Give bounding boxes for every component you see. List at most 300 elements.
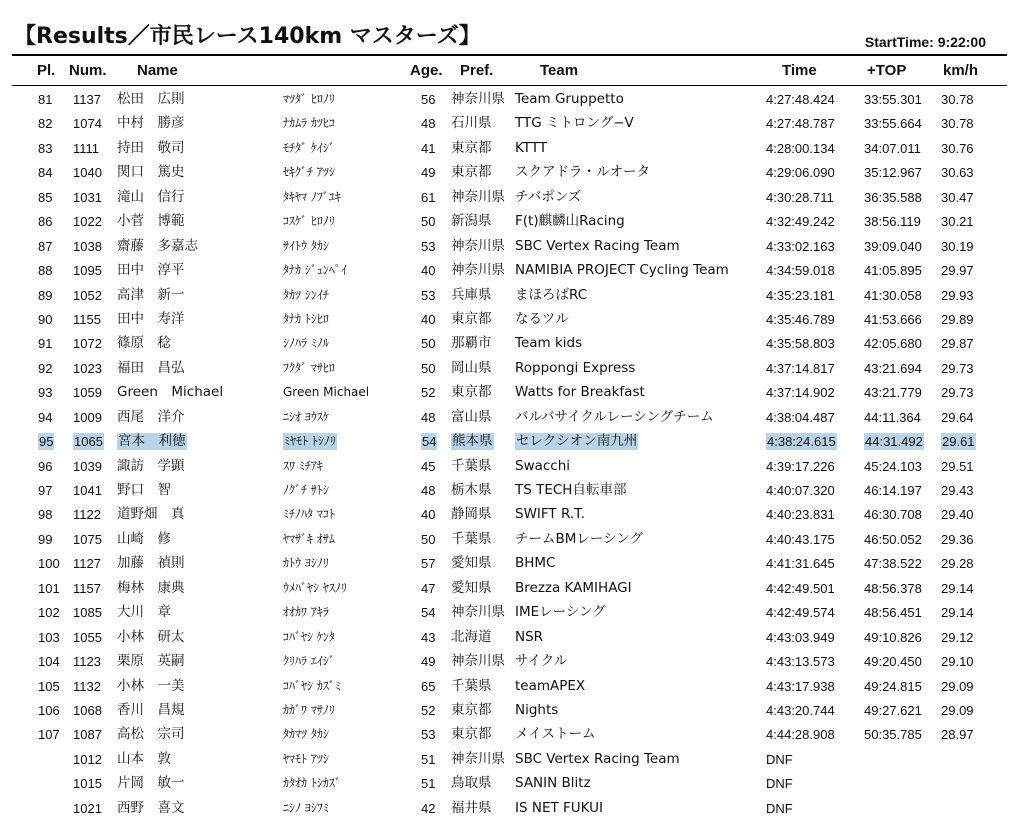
table-row bbox=[0, 380, 1024, 404]
cell-team: なるツル bbox=[515, 310, 569, 327]
cell-time: 4:43:13.573 bbox=[766, 654, 835, 670]
cell-age: 50 bbox=[421, 360, 436, 376]
cell-name: 田中 淳平 bbox=[117, 262, 185, 279]
results-table bbox=[0, 87, 1024, 820]
cell-time: 4:33:02.163 bbox=[766, 238, 835, 254]
cell-number: 1072 bbox=[73, 336, 102, 352]
cell-number: 1038 bbox=[73, 238, 102, 254]
cell-time: 4:29:06.090 bbox=[766, 165, 835, 181]
header-speed: km/h bbox=[943, 62, 979, 79]
cell-prefecture: 東京都 bbox=[451, 310, 492, 327]
cell-prefecture: 静岡県 bbox=[451, 506, 492, 523]
table-row bbox=[0, 87, 1024, 111]
cell-age: 53 bbox=[421, 287, 436, 303]
table-row bbox=[0, 405, 1024, 429]
cell-number: 1012 bbox=[73, 751, 102, 767]
cell-place: 98 bbox=[38, 507, 53, 523]
cell-speed: 29.40 bbox=[941, 507, 974, 523]
cell-name: 道野畑 真 bbox=[117, 506, 185, 523]
cell-age: 52 bbox=[421, 702, 436, 718]
cell-name-kana: ｳﾒﾊﾞﾔｼ ﾔｽﾉﾘ bbox=[283, 580, 347, 595]
cell-speed: 30.47 bbox=[941, 189, 974, 205]
cell-team: IS NET FUKUI bbox=[515, 799, 604, 816]
cell-time: 4:38:04.487 bbox=[766, 409, 835, 425]
cell-gap-to-top: 49:27.621 bbox=[864, 702, 922, 718]
header-team: Team bbox=[540, 62, 579, 79]
cell-place: 88 bbox=[38, 263, 53, 279]
cell-team: セレクシオン南九州 bbox=[516, 433, 638, 450]
cell-age: 49 bbox=[421, 654, 436, 670]
cell-number: 1023 bbox=[73, 360, 102, 376]
table-row-highlighted bbox=[0, 429, 1024, 453]
cell-age: 52 bbox=[421, 385, 436, 401]
cell-name: 香川 昌規 bbox=[117, 701, 185, 718]
cell-age: 61 bbox=[421, 189, 436, 205]
table-row bbox=[0, 307, 1024, 331]
cell-number: 1095 bbox=[73, 263, 102, 279]
cell-number: 1132 bbox=[73, 678, 101, 694]
cell-place: 83 bbox=[38, 140, 53, 156]
cell-speed: 30.21 bbox=[941, 214, 974, 230]
cell-gap-to-top: 42:05.680 bbox=[864, 336, 922, 352]
cell-place: 103 bbox=[38, 629, 60, 645]
cell-prefecture: 東京都 bbox=[451, 726, 492, 743]
cell-speed: 29.64 bbox=[941, 409, 974, 425]
cell-name: 小林 研太 bbox=[117, 628, 185, 645]
table-row bbox=[0, 283, 1024, 307]
cell-time: 4:35:23.181 bbox=[766, 287, 835, 303]
cell-number: 1059 bbox=[73, 385, 102, 401]
cell-number: 1015 bbox=[73, 776, 102, 792]
cell-gap-to-top: 41:05.895 bbox=[864, 263, 922, 279]
cell-time: 4:43:17.938 bbox=[766, 678, 835, 694]
cell-age: 48 bbox=[421, 116, 436, 132]
cell-speed: 29.12 bbox=[941, 629, 974, 645]
cell-age: 57 bbox=[421, 556, 436, 572]
cell-name: 小林 一美 bbox=[117, 677, 185, 694]
cell-speed: 29.09 bbox=[941, 678, 974, 694]
cell-team: まほろばRC bbox=[515, 286, 588, 303]
cell-age: 53 bbox=[421, 727, 436, 743]
table-row bbox=[0, 747, 1024, 771]
cell-time: 4:41:31.645 bbox=[766, 556, 835, 572]
cell-speed: 29.93 bbox=[941, 287, 974, 303]
header-age: Age. bbox=[410, 62, 443, 79]
cell-name-kana: ｾｷｸﾞﾁ ｱﾂｼ bbox=[283, 165, 335, 180]
table-row bbox=[0, 209, 1024, 233]
cell-number: 1122 bbox=[73, 507, 101, 523]
cell-name-kana: ﾀﾅｶ ﾄｼﾋﾛ bbox=[283, 311, 329, 326]
cell-name: 滝山 信行 bbox=[117, 188, 185, 205]
cell-speed: 30.78 bbox=[941, 92, 974, 107]
cell-gap-to-top: 39:09.040 bbox=[864, 238, 922, 254]
cell-age: 41 bbox=[421, 140, 436, 156]
cell-name-kana: ﾀｷﾔﾏ ﾉﾌﾞﾕｷ bbox=[283, 189, 341, 204]
cell-age: 40 bbox=[421, 263, 436, 279]
header-gap-to-top: +TOP bbox=[867, 62, 907, 79]
cell-gap-to-top: 44:31.492 bbox=[865, 434, 923, 450]
cell-team: サイクル bbox=[515, 653, 568, 670]
cell-gap-to-top: 46:14.197 bbox=[864, 483, 922, 498]
cell-number: 1052 bbox=[73, 287, 102, 303]
cell-team: Watts for Breakfast bbox=[515, 384, 645, 401]
cell-time: 4:42:49.574 bbox=[766, 605, 835, 621]
cell-prefecture: 神奈川県 bbox=[451, 750, 505, 767]
cell-name: 野口 智 bbox=[117, 482, 171, 498]
table-row bbox=[0, 796, 1024, 820]
cell-number: 1123 bbox=[73, 654, 101, 670]
cell-name: 関口 篤史 bbox=[117, 164, 185, 181]
cell-age: 51 bbox=[421, 776, 436, 792]
cell-team: SANIN Blitz bbox=[515, 775, 591, 792]
cell-name: 栗原 英嗣 bbox=[117, 653, 185, 670]
table-row bbox=[0, 478, 1024, 502]
cell-age: 49 bbox=[421, 165, 436, 181]
cell-age: 53 bbox=[421, 238, 436, 254]
cell-name: 大川 章 bbox=[117, 604, 171, 621]
cell-name-kana: ｺﾊﾞﾔｼ ｶｽﾞﾐ bbox=[283, 678, 341, 693]
cell-gap-to-top: 48:56.451 bbox=[864, 605, 922, 621]
cell-name: 山崎 修 bbox=[117, 530, 171, 547]
cell-place: 89 bbox=[38, 287, 53, 303]
cell-team: Team kids bbox=[515, 335, 583, 352]
cell-name-kana: ﾅｶﾑﾗ ｶﾂﾋｺ bbox=[283, 116, 335, 131]
cell-gap-to-top: 46:30.708 bbox=[864, 507, 922, 523]
cell-prefecture: 愛知県 bbox=[451, 579, 492, 596]
cell-team: TS TECH自転車部 bbox=[515, 482, 627, 498]
cell-team: KTTT bbox=[515, 139, 548, 156]
cell-speed: 30.19 bbox=[941, 238, 974, 254]
table-row bbox=[0, 551, 1024, 575]
table-row bbox=[0, 234, 1024, 258]
cell-age: 40 bbox=[421, 311, 436, 327]
cell-prefecture: 石川県 bbox=[451, 115, 492, 132]
cell-prefecture: 新潟県 bbox=[451, 213, 492, 230]
cell-time: DNF bbox=[766, 776, 793, 792]
table-row bbox=[0, 356, 1024, 380]
cell-name-kana: ｸﾘﾊﾗ ｴｲｼﾞ bbox=[283, 654, 335, 669]
cell-place: 82 bbox=[38, 116, 53, 132]
cell-gap-to-top: 35:12.967 bbox=[864, 165, 922, 181]
cell-age: 54 bbox=[422, 434, 437, 450]
header-place: Pl. bbox=[37, 62, 56, 79]
cell-prefecture: 神奈川県 bbox=[451, 262, 505, 279]
cell-team: バルバサイクルレーシングチーム bbox=[515, 408, 714, 425]
cell-number: 1031 bbox=[73, 189, 102, 205]
cell-team: Nights bbox=[515, 701, 559, 718]
cell-place: 100 bbox=[38, 556, 60, 572]
cell-place: 102 bbox=[38, 605, 60, 621]
cell-name: 加藤 禎則 bbox=[117, 555, 185, 572]
cell-gap-to-top: 49:20.450 bbox=[864, 654, 922, 670]
cell-gap-to-top: 44:11.364 bbox=[864, 409, 921, 425]
cell-name-kana: ｽﾜ ﾐﾁｱｷ bbox=[283, 458, 323, 473]
table-row bbox=[0, 771, 1024, 795]
cell-name: 齋藤 多嘉志 bbox=[117, 237, 198, 254]
cell-speed: 29.36 bbox=[941, 531, 974, 547]
cell-team: チバポンズ bbox=[515, 188, 582, 205]
cell-name: 宮本 利徳 bbox=[118, 433, 186, 450]
cell-speed: 29.14 bbox=[941, 605, 974, 621]
cell-number: 1041 bbox=[73, 483, 102, 498]
header-time: Time bbox=[782, 62, 817, 79]
cell-name: 田中 寿洋 bbox=[117, 310, 185, 327]
table-row bbox=[0, 674, 1024, 698]
page-title: 【Results／市民レース140km マスターズ】 bbox=[14, 24, 481, 49]
table-row bbox=[0, 698, 1024, 722]
cell-time: 4:42:49.501 bbox=[766, 580, 835, 596]
cell-age: 48 bbox=[421, 409, 436, 425]
cell-number: 1022 bbox=[73, 214, 102, 230]
cell-place: 104 bbox=[38, 654, 60, 670]
cell-name: 小菅 博範 bbox=[117, 213, 185, 230]
cell-time: 4:32:49.242 bbox=[766, 214, 835, 230]
cell-prefecture: 熊本県 bbox=[452, 433, 493, 450]
cell-time: 4:35:46.789 bbox=[766, 311, 835, 327]
cell-time: DNF bbox=[766, 800, 793, 816]
cell-name: 西野 喜文 bbox=[117, 799, 185, 816]
table-row bbox=[0, 502, 1024, 526]
cell-name-kana: ﾀｶﾏﾂ ﾀｶｼ bbox=[283, 727, 329, 742]
cell-speed: 29.43 bbox=[941, 483, 974, 498]
cell-place: 93 bbox=[38, 385, 53, 401]
cell-team: NAMIBIA PROJECT Cycling Team bbox=[515, 262, 729, 279]
cell-speed: 29.61 bbox=[942, 434, 975, 450]
cell-name: 高津 新一 bbox=[117, 286, 185, 303]
cell-time: 4:38:24.615 bbox=[767, 434, 836, 450]
cell-age: 48 bbox=[421, 483, 436, 498]
table-row bbox=[0, 136, 1024, 160]
cell-gap-to-top: 48:56.378 bbox=[864, 580, 922, 596]
cell-prefecture: 岡山県 bbox=[451, 359, 492, 376]
cell-place: 105 bbox=[38, 678, 60, 694]
cell-team: teamAPEX bbox=[515, 677, 586, 694]
cell-gap-to-top: 43:21.779 bbox=[864, 385, 922, 401]
table-row bbox=[0, 331, 1024, 355]
cell-time: 4:35:58.803 bbox=[766, 336, 835, 352]
cell-number: 1087 bbox=[73, 727, 102, 743]
cell-prefecture: 神奈川県 bbox=[451, 653, 505, 670]
table-row bbox=[0, 722, 1024, 746]
cell-name-kana: ｺｽｹﾞ ﾋﾛﾉﾘ bbox=[283, 214, 335, 229]
cell-prefecture: 栃木県 bbox=[451, 482, 492, 498]
cell-prefecture: 神奈川県 bbox=[451, 237, 505, 254]
cell-name-kana: ﾀｶﾂ ｼﾝｲﾁ bbox=[283, 287, 329, 302]
cell-prefecture: 東京都 bbox=[451, 701, 492, 718]
cell-prefecture: 福井県 bbox=[451, 799, 492, 816]
cell-speed: 28.97 bbox=[941, 727, 974, 743]
cell-age: 40 bbox=[421, 507, 436, 523]
cell-name-kana: ﾆｼｵ ﾖｳｽｹ bbox=[283, 409, 329, 424]
cell-place: 92 bbox=[38, 360, 53, 376]
cell-gap-to-top: 33:55.664 bbox=[864, 116, 922, 132]
cell-name-kana: ｻｲﾄｳ ﾀｶｼ bbox=[283, 238, 329, 253]
cell-number: 1040 bbox=[73, 165, 102, 181]
cell-time: DNF bbox=[766, 751, 793, 767]
cell-team: チームBMレーシング bbox=[515, 530, 644, 547]
cell-prefecture: 千葉県 bbox=[451, 530, 492, 547]
cell-place: 99 bbox=[38, 531, 53, 547]
cell-name-kana: ﾔﾏｻﾞｷ ｵｻﾑ bbox=[283, 531, 335, 546]
cell-team: Brezza KAMIHAGI bbox=[515, 579, 632, 596]
cell-number: 1065 bbox=[74, 434, 103, 450]
cell-number: 1068 bbox=[73, 702, 102, 718]
cell-gap-to-top: 49:24.815 bbox=[864, 678, 922, 694]
header-name: Name bbox=[137, 62, 178, 79]
cell-team: IMEレーシング bbox=[515, 604, 606, 621]
cell-gap-to-top: 41:30.058 bbox=[864, 287, 922, 303]
cell-speed: 29.89 bbox=[941, 311, 974, 327]
cell-name: 西尾 洋介 bbox=[117, 408, 185, 425]
cell-place: 87 bbox=[38, 238, 53, 254]
cell-place: 95 bbox=[39, 434, 54, 450]
start-time: StartTime: 9:22:00 bbox=[864, 34, 986, 50]
cell-place: 81 bbox=[38, 92, 53, 107]
cell-name-kana: ﾔﾏﾓﾄ ｱﾂｼ bbox=[283, 751, 329, 766]
cell-age: 65 bbox=[421, 678, 436, 694]
cell-number: 1075 bbox=[73, 531, 102, 547]
cell-name-kana: ｵｵｶﾜ ｱｷﾗ bbox=[283, 605, 329, 620]
table-row bbox=[0, 625, 1024, 649]
cell-gap-to-top: 36:35.588 bbox=[864, 189, 922, 205]
cell-team: Roppongi Express bbox=[515, 359, 636, 376]
cell-team: BHMC bbox=[515, 555, 556, 572]
cell-prefecture: 愛知県 bbox=[451, 555, 492, 572]
table-header bbox=[0, 58, 1024, 84]
table-row bbox=[0, 527, 1024, 551]
cell-number: 1085 bbox=[73, 605, 102, 621]
cell-time: 4:27:48.424 bbox=[766, 92, 835, 107]
table-row bbox=[0, 454, 1024, 478]
cell-speed: 30.78 bbox=[941, 116, 974, 132]
cell-prefecture: 那覇市 bbox=[451, 335, 492, 352]
cell-number: 1055 bbox=[73, 629, 102, 645]
cell-prefecture: 東京都 bbox=[451, 139, 492, 156]
header-divider bbox=[12, 85, 1007, 86]
cell-number: 1021 bbox=[73, 800, 102, 816]
cell-team: SBC Vertex Racing Team bbox=[515, 237, 680, 254]
cell-speed: 29.14 bbox=[941, 580, 974, 596]
cell-age: 50 bbox=[421, 214, 436, 230]
cell-speed: 29.51 bbox=[941, 458, 974, 474]
cell-name: 片岡 敏一 bbox=[117, 775, 185, 792]
cell-place: 85 bbox=[38, 189, 53, 205]
cell-name: 高松 宗司 bbox=[117, 726, 185, 743]
cell-gap-to-top: 50:35.785 bbox=[864, 727, 922, 743]
cell-team: Swacchi bbox=[515, 457, 571, 474]
cell-team: SBC Vertex Racing Team bbox=[515, 750, 680, 767]
cell-name-kana: ﾏﾂﾀﾞ ﾋﾛﾉﾘ bbox=[283, 92, 335, 106]
table-row bbox=[0, 600, 1024, 624]
cell-place: 91 bbox=[38, 336, 53, 352]
cell-age: 54 bbox=[421, 605, 436, 621]
table-row bbox=[0, 111, 1024, 135]
cell-name-kana: ﾉｸﾞﾁ ｻﾄｼ bbox=[283, 483, 329, 497]
cell-gap-to-top: 41:53.666 bbox=[864, 311, 922, 327]
cell-speed: 29.73 bbox=[941, 360, 974, 376]
cell-name-kana: ｶﾀｵｶ ﾄｼｶｽﾞ bbox=[283, 776, 341, 791]
cell-team: メイストーム bbox=[515, 726, 596, 743]
cell-time: 4:39:17.226 bbox=[766, 458, 835, 474]
cell-name: 山本 敦 bbox=[117, 750, 171, 767]
cell-number: 1137 bbox=[73, 92, 101, 107]
cell-time: 4:28:00.134 bbox=[766, 140, 835, 156]
cell-prefecture: 富山県 bbox=[451, 408, 492, 425]
cell-time: 4:43:03.949 bbox=[766, 629, 835, 645]
cell-place: 101 bbox=[38, 580, 60, 596]
table-row bbox=[0, 185, 1024, 209]
table-row bbox=[0, 576, 1024, 600]
cell-name: 松田 広則 bbox=[117, 91, 185, 107]
cell-place: 90 bbox=[38, 311, 53, 327]
header-prefecture: Pref. bbox=[460, 62, 494, 79]
cell-prefecture: 神奈川県 bbox=[451, 91, 505, 107]
cell-team: Team Gruppetto bbox=[515, 91, 624, 107]
header-number: Num. bbox=[69, 62, 107, 79]
cell-name: 諏訪 学顕 bbox=[117, 457, 185, 474]
cell-time: 4:40:43.175 bbox=[766, 531, 835, 547]
cell-name-kana: ｼﾉﾊﾗ ﾐﾉﾙ bbox=[283, 336, 329, 351]
cell-place: 106 bbox=[38, 702, 60, 718]
cell-prefecture: 東京都 bbox=[451, 164, 492, 181]
cell-speed: 30.76 bbox=[941, 140, 974, 156]
cell-gap-to-top: 49:10.826 bbox=[864, 629, 922, 645]
cell-time: 4:43:20.744 bbox=[766, 702, 835, 718]
cell-speed: 29.09 bbox=[941, 702, 974, 718]
cell-name-kana: ﾐﾔﾓﾄ ﾄｼﾉﾘ bbox=[284, 434, 336, 449]
cell-place: 86 bbox=[38, 214, 53, 230]
cell-prefecture: 鳥取県 bbox=[451, 775, 492, 792]
cell-gap-to-top: 47:38.522 bbox=[864, 556, 922, 572]
cell-number: 1127 bbox=[73, 556, 101, 572]
cell-name: 中村 勝彦 bbox=[117, 115, 185, 132]
table-row bbox=[0, 258, 1024, 282]
cell-gap-to-top: 38:56.119 bbox=[864, 214, 921, 230]
cell-gap-to-top: 33:55.301 bbox=[864, 92, 922, 107]
cell-time: 4:37:14.902 bbox=[766, 385, 835, 401]
cell-prefecture: 神奈川県 bbox=[451, 188, 505, 205]
cell-place: 84 bbox=[38, 165, 53, 181]
cell-name: 持田 敬司 bbox=[117, 139, 185, 156]
cell-name: 梅林 康典 bbox=[117, 579, 185, 596]
cell-speed: 29.87 bbox=[941, 336, 974, 352]
table-row bbox=[0, 160, 1024, 184]
cell-time: 4:34:59.018 bbox=[766, 263, 835, 279]
cell-place: 107 bbox=[38, 727, 60, 743]
cell-name-kana: ﾆｼﾉ ﾖｼﾌﾐ bbox=[283, 800, 329, 815]
cell-place: 94 bbox=[38, 409, 53, 425]
cell-name-kana: ﾐﾁﾉﾊﾀ ﾏｺﾄ bbox=[283, 507, 335, 522]
cell-gap-to-top: 43:21.694 bbox=[864, 360, 922, 376]
cell-name-kana: ｶｶﾞﾜ ﾏｻﾉﾘ bbox=[283, 702, 335, 717]
cell-time: 4:40:07.320 bbox=[766, 483, 835, 498]
cell-time: 4:27:48.787 bbox=[766, 116, 835, 132]
cell-gap-to-top: 34:07.011 bbox=[864, 140, 921, 156]
cell-number: 1155 bbox=[73, 311, 101, 327]
cell-prefecture: 千葉県 bbox=[451, 677, 492, 694]
cell-name-kana: ﾀﾅｶ ｼﾞｭﾝﾍﾟｲ bbox=[283, 263, 347, 278]
cell-team: スクアドラ・ルオータ bbox=[515, 164, 650, 181]
cell-age: 47 bbox=[421, 580, 436, 596]
cell-time: 4:30:28.711 bbox=[766, 189, 834, 205]
cell-age: 56 bbox=[421, 92, 436, 107]
cell-place: 96 bbox=[38, 458, 53, 474]
cell-age: 50 bbox=[421, 531, 436, 547]
cell-speed: 30.63 bbox=[941, 165, 974, 181]
cell-speed: 29.28 bbox=[941, 556, 974, 572]
table-row bbox=[0, 649, 1024, 673]
cell-age: 42 bbox=[421, 800, 436, 816]
